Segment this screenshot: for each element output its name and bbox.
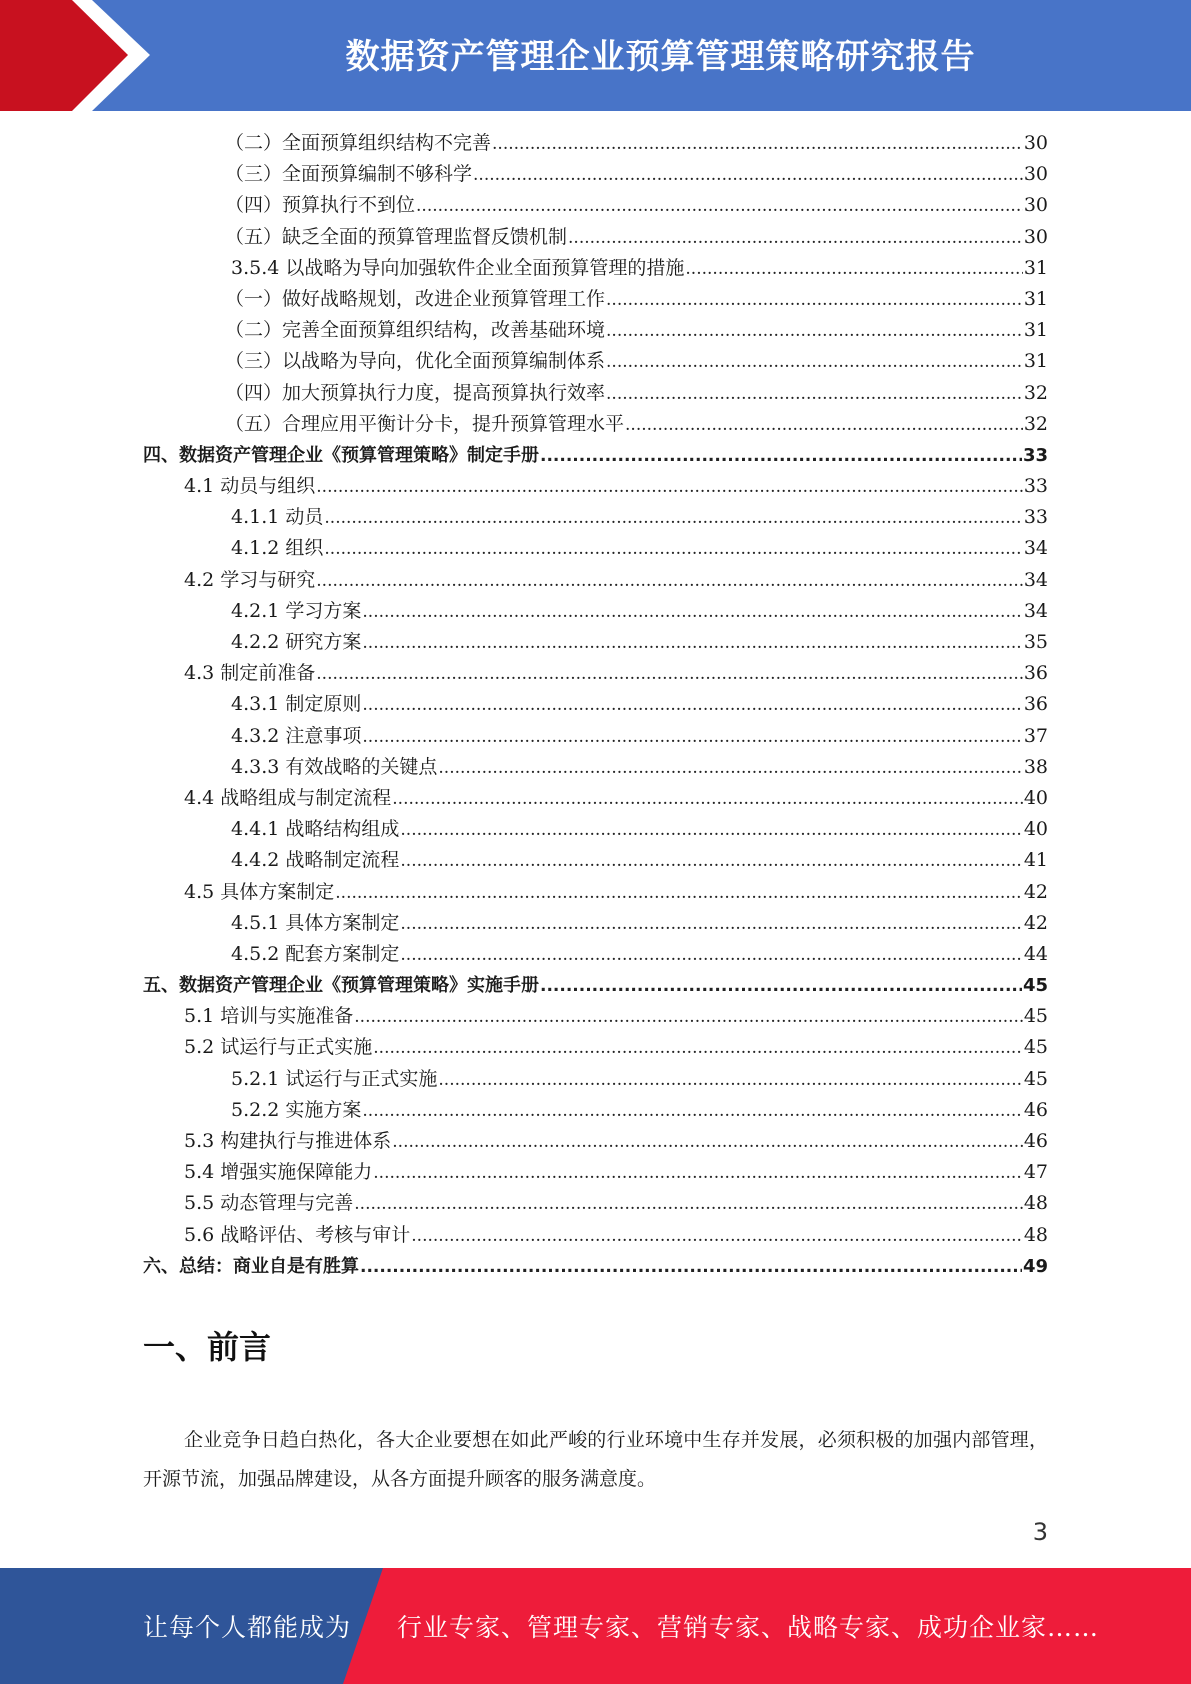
- toc-entry-page: 33: [1023, 506, 1048, 529]
- toc-entry-page: 47: [1023, 1161, 1048, 1184]
- toc-entry[interactable]: [143, 502, 1048, 533]
- toc-entry[interactable]: [143, 1064, 1048, 1095]
- toc-entry-title: 4.5.2 配套方案制定: [231, 942, 400, 965]
- toc-entry[interactable]: [143, 440, 1048, 471]
- toc-entry-page: 45: [1023, 1005, 1048, 1028]
- toc-dot-leader: [392, 783, 1023, 815]
- toc-entry-page: 45: [1023, 1036, 1048, 1059]
- toc-dot-leader: [400, 908, 1022, 940]
- toc-dot-leader: [362, 596, 1022, 628]
- toc-dot-leader: [360, 1251, 1022, 1283]
- toc-dot-leader: [362, 627, 1022, 659]
- page-number: 3: [1032, 1518, 1048, 1546]
- toc-entry-title: 4.4.1 战略结构组成: [231, 818, 400, 841]
- toc-dot-leader: [438, 1064, 1022, 1096]
- toc-entry-page: 31: [1023, 287, 1048, 310]
- toc-dot-leader: [354, 1001, 1023, 1033]
- toc-entry-title: 六、总结：商业自是有胜算: [143, 1255, 359, 1277]
- toc-entry-title: 5.1 培训与实施准备: [184, 1005, 354, 1028]
- footer-slogan-right: 行业专家、管理专家、营销专家、战略专家、成功企业家……: [397, 1613, 1100, 1642]
- toc-entry-title: 四、数据资产管理企业《预算管理策略》制定手册: [143, 444, 539, 466]
- toc-dot-leader: [606, 284, 1023, 316]
- toc-dot-leader: [324, 502, 1022, 534]
- toc-entry-page: 42: [1023, 911, 1048, 934]
- toc-dot-leader: [540, 970, 1022, 1002]
- toc-entry-title: 5.2.2 实施方案: [231, 1098, 362, 1121]
- toc-dot-leader: [362, 1095, 1022, 1127]
- toc-entry-title: 4.3.1 制定原则: [231, 693, 362, 716]
- toc-entry[interactable]: [143, 845, 1048, 876]
- toc-entry[interactable]: [143, 565, 1048, 596]
- toc-dot-leader: [335, 877, 1023, 909]
- toc-entry-page: 31: [1023, 350, 1048, 373]
- toc-dot-leader: [492, 128, 1023, 160]
- toc-dot-leader: [568, 222, 1023, 254]
- toc-entry-page: 34: [1023, 537, 1048, 560]
- section-paragraph: 企业竞争日趋白热化，各大企业要想在如此严峻的行业环境中生存并发展，必须积极的加强内部管理，开源节流，加强品牌建设，从各方面提升顾客的服务满意度。: [143, 1429, 1048, 1490]
- toc-entry[interactable]: [143, 409, 1048, 440]
- toc-dot-leader: [438, 752, 1022, 784]
- toc-dot-leader: [362, 721, 1022, 753]
- toc-entry-title: 4.5.1 具体方案制定: [231, 911, 400, 934]
- toc-dot-leader: [373, 1032, 1023, 1064]
- toc-dot-leader: [606, 315, 1023, 347]
- toc-entry-page: 35: [1023, 631, 1048, 653]
- footer-banner: [0, 1568, 1191, 1684]
- toc-entry-page: 48: [1023, 1192, 1048, 1215]
- toc-dot-leader: [473, 159, 1023, 191]
- toc-entry-page: 31: [1023, 256, 1048, 279]
- toc-entry-title: 4.5 具体方案制定: [184, 880, 335, 903]
- toc-entry-title: 4.2.1 学习方案: [231, 599, 362, 622]
- toc-entry-title: 5.4 增强实施保障能力: [184, 1161, 373, 1184]
- toc-entry-page: 30: [1023, 163, 1048, 186]
- toc-entry-page: 45: [1022, 975, 1048, 997]
- toc-entry[interactable]: [143, 1095, 1048, 1126]
- toc-entry[interactable]: [143, 752, 1048, 783]
- toc-entry[interactable]: [143, 970, 1048, 1001]
- toc-entry-title: （五）合理应用平衡计分卡，提升预算管理水平: [225, 412, 625, 435]
- toc-entry-page: 34: [1023, 599, 1048, 622]
- toc-entry[interactable]: [143, 378, 1048, 409]
- toc-entry-title: 4.4 战略组成与制定流程: [184, 786, 392, 809]
- toc-entry-page: 37: [1023, 724, 1048, 747]
- toc-entry-title: （四）预算执行不到位: [225, 194, 416, 217]
- toc-dot-leader: [392, 1126, 1023, 1158]
- toc-entry-page: 40: [1023, 818, 1048, 841]
- toc-entry-title: （四）加大预算执行力度，提高预算执行效率: [225, 381, 606, 404]
- toc-dot-leader: [625, 409, 1023, 441]
- toc-entry-page: 36: [1023, 662, 1048, 685]
- toc-dot-leader: [416, 190, 1023, 222]
- toc-entry-title: 4.3.3 有效战略的关键点: [231, 755, 438, 778]
- toc-entry-title: 五、数据资产管理企业《预算管理策略》实施手册: [143, 975, 539, 997]
- toc-entry[interactable]: [143, 908, 1048, 939]
- toc-dot-leader: [362, 689, 1022, 721]
- toc-entry-page: 46: [1023, 1098, 1048, 1121]
- toc-entry-page: 49: [1022, 1255, 1048, 1277]
- toc-entry-page: 33: [1022, 444, 1048, 466]
- footer-slogan-left: 让每个人都能成为: [143, 1613, 352, 1642]
- toc-entry[interactable]: [143, 1220, 1048, 1251]
- toc-dot-leader: [354, 1188, 1023, 1220]
- toc-entry-page: 31: [1023, 319, 1048, 342]
- toc-entry-page: 30: [1023, 194, 1048, 217]
- section-heading: 一、前言: [143, 1328, 272, 1366]
- toc-entry-title: （五）缺乏全面的预算管理监督反馈机制: [225, 225, 568, 248]
- toc-entry-page: 32: [1023, 381, 1048, 404]
- toc-entry-page: 41: [1023, 849, 1048, 872]
- toc-entry-title: 4.2 学习与研究: [184, 568, 316, 591]
- toc-entry-page: 36: [1023, 693, 1048, 716]
- table-of-contents: [143, 128, 1048, 1282]
- toc-entry-title: 4.1.2 组织: [231, 537, 324, 560]
- toc-entry[interactable]: [143, 253, 1048, 284]
- toc-entry-title: 4.2.2 研究方案: [231, 631, 362, 653]
- toc-entry[interactable]: [143, 877, 1048, 908]
- toc-dot-leader: [606, 346, 1023, 378]
- toc-entry-title: 5.2.1 试运行与正式实施: [231, 1067, 438, 1090]
- toc-entry[interactable]: [143, 627, 1048, 658]
- toc-entry[interactable]: [143, 159, 1048, 190]
- toc-entry[interactable]: [143, 1157, 1048, 1188]
- toc-entry[interactable]: [143, 689, 1048, 720]
- toc-entry-page: 44: [1023, 942, 1048, 965]
- toc-dot-leader: [400, 845, 1022, 877]
- toc-entry-title: （二）完善全面预算组织结构，改善基础环境: [225, 319, 606, 342]
- toc-entry-page: 38: [1023, 755, 1048, 778]
- toc-dot-leader: [685, 253, 1022, 285]
- toc-dot-leader: [400, 939, 1022, 971]
- toc-entry-title: 3.5.4 以战略为导向加强软件企业全面预算管理的措施: [231, 256, 685, 279]
- toc-entry[interactable]: [143, 721, 1048, 752]
- toc-entry[interactable]: [143, 596, 1048, 627]
- toc-dot-leader: [316, 658, 1023, 690]
- toc-entry[interactable]: [143, 939, 1048, 970]
- toc-entry-title: （二）全面预算组织结构不完善: [225, 132, 492, 154]
- toc-entry-page: 30: [1023, 132, 1048, 154]
- toc-entry-title: 4.3 制定前准备: [184, 662, 316, 685]
- toc-entry[interactable]: [143, 284, 1048, 315]
- toc-dot-leader: [316, 471, 1023, 503]
- toc-dot-leader: [400, 814, 1022, 846]
- toc-entry-page: 40: [1023, 786, 1048, 809]
- toc-entry[interactable]: [143, 1126, 1048, 1157]
- toc-entry[interactable]: [143, 1251, 1048, 1282]
- toc-entry-title: （三）全面预算编制不够科学: [225, 163, 473, 186]
- toc-entry-page: 48: [1023, 1223, 1048, 1246]
- header-banner: [0, 0, 1191, 111]
- toc-entry[interactable]: [143, 128, 1048, 159]
- toc-entry[interactable]: [143, 1188, 1048, 1219]
- toc-entry-title: 4.1 动员与组织: [184, 475, 316, 498]
- toc-entry-title: 4.4.2 战略制定流程: [231, 849, 400, 872]
- toc-entry-page: 46: [1023, 1130, 1048, 1152]
- toc-entry[interactable]: [143, 1001, 1048, 1032]
- document-title: 数据资产管理企业预算管理策略研究报告: [345, 36, 976, 77]
- toc-entry[interactable]: [143, 346, 1048, 377]
- toc-dot-leader: [540, 440, 1022, 472]
- toc-entry[interactable]: [143, 533, 1048, 564]
- toc-entry-page: 34: [1023, 568, 1048, 591]
- toc-entry[interactable]: [143, 1032, 1048, 1063]
- toc-entry[interactable]: [143, 222, 1048, 253]
- toc-entry[interactable]: [143, 783, 1048, 814]
- toc-entry-page: 45: [1023, 1067, 1048, 1090]
- toc-dot-leader: [411, 1220, 1023, 1252]
- toc-entry-title: 4.1.1 动员: [231, 506, 324, 529]
- toc-entry-page: 30: [1023, 225, 1048, 248]
- toc-entry-page: 32: [1023, 412, 1048, 435]
- toc-entry[interactable]: [143, 471, 1048, 502]
- toc-entry-title: 5.5 动态管理与完善: [184, 1192, 354, 1215]
- toc-dot-leader: [373, 1157, 1023, 1189]
- toc-entry[interactable]: [143, 814, 1048, 845]
- toc-entry[interactable]: [143, 190, 1048, 221]
- toc-entry-title: 5.6 战略评估、考核与审计: [184, 1223, 411, 1246]
- toc-entry[interactable]: [143, 315, 1048, 346]
- toc-dot-leader: [316, 565, 1023, 597]
- toc-entry-title: （三）以战略为导向，优化全面预算编制体系: [225, 350, 606, 373]
- toc-entry-page: 33: [1023, 475, 1048, 498]
- toc-entry-title: 5.2 试运行与正式实施: [184, 1036, 373, 1059]
- toc-entry-page: 42: [1023, 880, 1048, 903]
- toc-entry-title: 4.3.2 注意事项: [231, 724, 362, 747]
- toc-dot-leader: [324, 533, 1022, 565]
- toc-entry[interactable]: [143, 658, 1048, 689]
- toc-dot-leader: [606, 378, 1023, 410]
- toc-entry-title: 5.3 构建执行与推进体系: [184, 1130, 392, 1152]
- toc-entry-title: （一）做好战略规划，改进企业预算管理工作: [225, 287, 606, 310]
